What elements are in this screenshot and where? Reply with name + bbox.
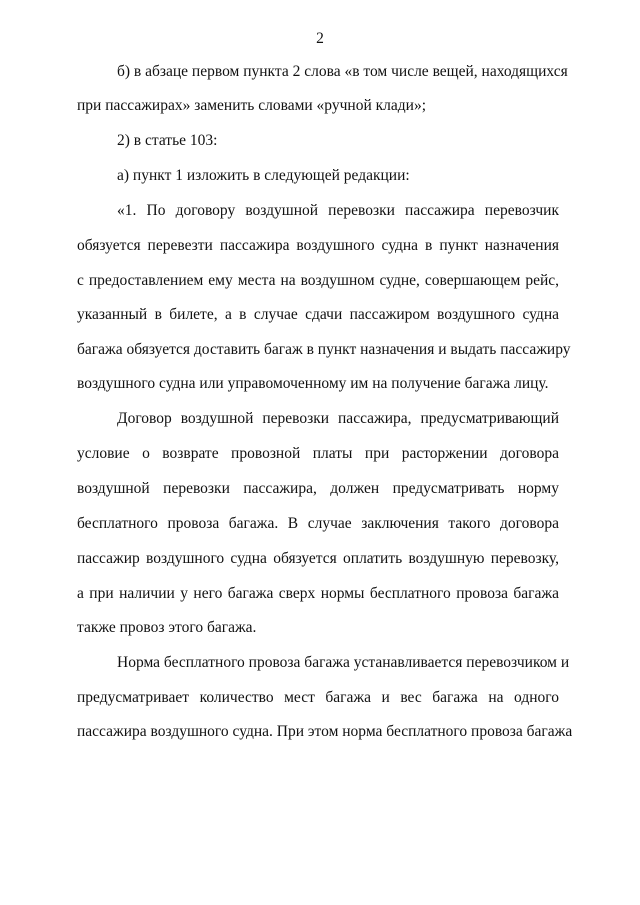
text-line: условие о возврате провозной платы при расторжении договора — [77, 445, 559, 462]
text-line: 2) в статье 103: — [117, 132, 218, 149]
text-line: воздушной перевозки пассажира, должен предусматривать норму — [77, 480, 559, 497]
text-line: багажа обязуется доставить багаж в пункт назначения и выдать пассажиру — [77, 341, 571, 358]
text-line: указанный в билете, а в случае сдачи пассажиром воздушного судна — [77, 306, 559, 323]
text-line: а) пункт 1 изложить в следующей редакции: — [117, 167, 410, 184]
text-line: а при наличии у него багажа сверх нормы бесплатного провоза багажа — [77, 585, 559, 602]
text-line: Норма бесплатного провоза багажа устанавливается перевозчиком и — [117, 654, 570, 671]
text-line: б) в абзаце первом пункта 2 слова «в том числе вещей, находящихся — [117, 63, 568, 80]
text-line: пассажира воздушного судна. При этом норма бесплатного провоза багажа — [77, 723, 573, 740]
text-line: предусматривает количество мест багажа и вес багажа на одного — [77, 689, 559, 706]
text-line: Договор воздушной перевозки пассажира, предусматривающий — [117, 410, 559, 427]
text-line: при пассажирах» заменить словами «ручной клади»; — [77, 97, 426, 114]
text-line: воздушного судна или управомоченному им на получение багажа лицу. — [77, 375, 549, 392]
text-line: с предоставлением ему места на воздушном судне, совершающем рейс, — [77, 272, 559, 289]
text-line: «1. По договору воздушной перевозки пассажира перевозчик — [117, 202, 559, 219]
text-line: пассажир воздушного судна обязуется оплатить воздушную перевозку, — [77, 550, 559, 567]
text-line: также провоз этого багажа. — [77, 619, 257, 636]
text-line: бесплатного провоза багажа. В случае заключения такого договора — [77, 515, 559, 532]
page-number: 2 — [316, 30, 324, 47]
text-line: обязуется перевезти пассажира воздушного судна в пункт назначения — [77, 237, 559, 254]
